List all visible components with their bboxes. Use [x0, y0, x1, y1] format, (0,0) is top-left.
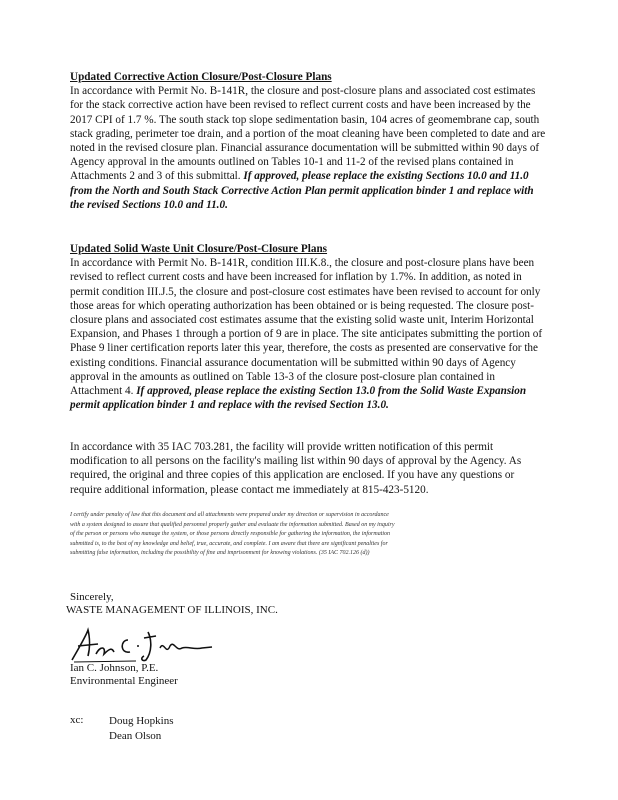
company-name: WASTE MANAGEMENT OF ILLINOIS, INC.: [66, 604, 278, 616]
cc-list: [109, 714, 173, 744]
section-solid-waste: [70, 242, 548, 412]
cc-recipient: Dean Olson: [109, 730, 162, 742]
signer-name: Ian C. Johnson, P.E.: [70, 662, 159, 674]
certification-line: of the person or persons who manage the system, or those persons directly responsible for gathering the information, the information: [70, 531, 391, 537]
certification-line: with a system designed to assure that qualified personnel properly gather and evaluate the information submitted. Based on my inquiry: [70, 521, 395, 528]
cc-label: xc:: [70, 714, 84, 726]
section-heading: Updated Corrective Action Closure/Post-Closure Plans: [70, 71, 332, 83]
bold-instruction: If approved, please replace the existing Section 13.0 from the Solid Waste Expansion permit application binder 1 and replace with the revised Section 13.0.: [70, 385, 527, 412]
cc-recipient: Doug Hopkins: [109, 715, 174, 727]
section-notification: [70, 440, 548, 497]
section-heading: Updated Solid Waste Unit Closure/Post-Closure Plans: [70, 243, 328, 255]
salutation: Sincerely,: [70, 591, 114, 603]
certification-line: submitted is, to the best of my knowledge and belief, true, accurate, and complete. I am aware that there are significant penalties for: [70, 540, 388, 547]
section-corrective-action: [70, 70, 548, 212]
section-body: [70, 84, 548, 212]
certification-line: I certify under penalty of law that this document and all attachments were prepared under my direction or supervision in accordance: [70, 512, 389, 518]
bold-instruction: If approved, please replace the existing Sections 10.0 and 11.0 from the North and South Stack Corrective Action Plan permit application binder 1 and replace with the revised Sections 10.0 and 11.0.: [70, 170, 534, 211]
certification-line: submitting false information, including the possibility of fine and imprisonment for knowing violations. (35 IAC 702.126 (d)): [70, 550, 370, 556]
section-body: [70, 256, 548, 412]
signer-title: Environmental Engineer: [70, 675, 178, 687]
signature-image: [66, 626, 216, 664]
certification-statement: [70, 511, 548, 559]
section-body: In accordance with 35 IAC 703.281, the facility will provide written notification of this permit modification to all persons on the facility's mailing list within 90 days of approval by the Agency. As required, the original and three copies of this application are enclosed. If you have any questions or require additional information, please contact me immediately at 815-423-5120.: [70, 441, 522, 496]
body-text: In accordance with Permit No. B-141R, condition III.K.8., the closure and post-closure plans have been revised to reflect current costs and have been increased for inflation by 1.7%. In addition, as noted in permit condition III.J.5, the closure and post-closure cost estimates have been revised to account for only those areas for which operating authorization has been obtained or is being requested. The closure post-closure plans and associated cost estimates assume that the existing solid waste unit, Interim Horizontal Expansion, and Phases 1 through a portion of 9 are in place. The site anticipates submitting the portion of Phase 9 liner certification reports later this year, therefore, the costs as presented are conservative for the existing conditions. Financial assurance documentation will be submitted within 90 days of Agency approval in the amounts as outlined on Table 13-3 of the closure post-closure plan contained in Attachment 4.: [70, 257, 543, 398]
body-text: In accordance with Permit No. B-141R, the closure and post-closure plans and associated cost estimates for the stack corrective action have been revised to reflect current costs and have been increased by the 2017 CPI of 1.7 %. The south stack top slope sedimentation basin, 104 acres of geomembrane cap, south stack grading, perimeter toe drain, and a portion of the moat cleaning have been completed to date and are noted in the revised closure plan. Financial assurance documentation will be submitted within 90 days of Agency approval in the amounts outlined on Tables 10-1 and 11-2 of the revised plans contained in Attachments 2 and 3 of this submittal.: [70, 85, 546, 183]
